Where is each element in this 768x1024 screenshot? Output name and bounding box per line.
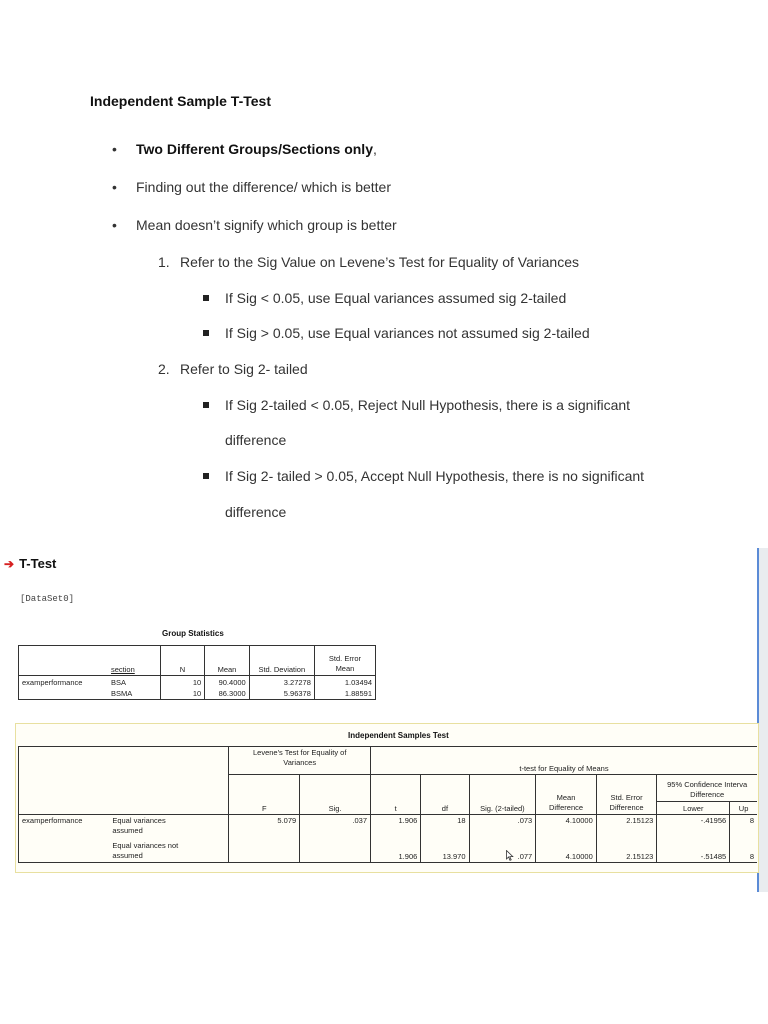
sub-bullet [203, 325, 590, 341]
section-cell: BSMA [108, 688, 160, 700]
sub-bullet [203, 397, 630, 413]
sub-bullet [203, 468, 644, 484]
group-statistics-title: Group Statistics [162, 629, 224, 638]
col-header: df [421, 775, 469, 815]
upper-cell: 8 [730, 815, 757, 839]
col-header: Sig. [300, 775, 371, 815]
step-number: 2. [158, 361, 170, 377]
ttest-header: t-test for Equality of Means [371, 747, 757, 775]
mean-cell: 86.3000 [205, 688, 249, 700]
sub-bullet-text: If Sig < 0.05, use Equal variances assumed sig 2-tailed [225, 290, 567, 306]
row-label: Equal variances not assumed [109, 839, 229, 863]
dataset-label: [DataSet0] [20, 594, 75, 604]
section-cell: BSA [108, 676, 160, 688]
mouse-cursor-icon [506, 850, 514, 861]
variable-cell: examperformance [19, 815, 110, 839]
se-cell: 1.03494 [314, 676, 375, 688]
header-cell: N [160, 646, 204, 676]
output-heading-text: T-Test [19, 556, 57, 571]
se-cell: 1.88591 [314, 688, 375, 700]
lower-cell: -.51485 [657, 839, 730, 863]
df-cell: 18 [421, 815, 469, 839]
sub-bullet-continuation: difference [225, 504, 287, 520]
header-cell: section [108, 646, 160, 676]
independent-samples-title: Independent Samples Test [348, 731, 449, 740]
sub-bullet-text: If Sig > 0.05, use Equal variances not assumed sig 2-tailed [225, 325, 590, 341]
bullet-text: Mean doesn’t signify which group is better [136, 217, 397, 233]
bullet-marker: • [112, 141, 117, 157]
sd-cell: 3.27278 [249, 676, 314, 688]
output-heading [4, 556, 56, 571]
lower-cell: -.41956 [657, 815, 730, 839]
sub-bullet-text: If Sig 2- tailed > 0.05, Accept Null Hypothesis, there is no significant [225, 468, 645, 484]
table-row [19, 815, 758, 839]
bullet-text: Finding out the difference/ which is better [136, 179, 392, 195]
header-cell: Std. Error Mean [314, 646, 375, 676]
mean-diff-cell: 4.10000 [536, 839, 597, 863]
col-header: Std. Error Difference [596, 775, 657, 815]
sig-cell [300, 839, 371, 863]
sd-cell: 5.96378 [249, 688, 314, 700]
document-title: Independent Sample T-Test [90, 93, 271, 109]
f-cell [229, 839, 300, 863]
t-cell: 1.906 [371, 815, 421, 839]
step-text: Refer to the Sig Value on Levene’s Test for Equality of Variances [180, 254, 579, 270]
bullet-marker: • [112, 179, 117, 195]
bullet-text-bold: Two Different Groups/Sections only [136, 141, 373, 157]
sig-cell: .037 [300, 815, 371, 839]
f-cell: 5.079 [229, 815, 300, 839]
upper-cell: 8 [730, 839, 757, 863]
red-arrow-icon: ➔ [4, 557, 15, 571]
col-header: Sig. (2-tailed) [469, 775, 536, 815]
table-row [19, 839, 758, 863]
n-cell: 10 [160, 676, 204, 688]
sub-bullet-continuation: difference [225, 432, 287, 448]
square-bullet-icon [203, 473, 209, 479]
col-header: Mean Difference [536, 775, 597, 815]
sub-bullet-text: If Sig 2-tailed < 0.05, Reject Null Hypothesis, there is a significant [225, 397, 631, 413]
col-header: Up [738, 804, 749, 813]
row-label: Equal variances assumed [109, 815, 229, 839]
bullet-text-rest: , [372, 141, 377, 157]
numbered-step [158, 361, 308, 377]
levene-header: Levene's Test for Equality of Variances [229, 747, 371, 775]
variable-cell: examperformance [19, 676, 109, 688]
ci-header: 95% Confidence Interva Difference [657, 775, 757, 802]
square-bullet-icon [203, 402, 209, 408]
se-diff-cell: 2.15123 [596, 839, 657, 863]
col-header: t [371, 775, 421, 815]
col-header: F [229, 775, 300, 815]
sub-bullet [203, 290, 566, 306]
independent-samples-table [18, 746, 757, 863]
group-statistics-table [18, 645, 376, 700]
col-header: Lower [657, 802, 730, 815]
header-cell: Std. Deviation [249, 646, 314, 676]
bullet-marker: • [112, 217, 117, 233]
sig2-cell: .077 [469, 839, 536, 863]
n-cell: 10 [160, 688, 204, 700]
header-cell: Mean [205, 646, 249, 676]
square-bullet-icon [203, 295, 209, 301]
table-row [19, 676, 376, 688]
t-cell: 1.906 [371, 839, 421, 863]
mean-cell: 90.4000 [205, 676, 249, 688]
numbered-step [158, 254, 579, 270]
se-diff-cell: 2.15123 [596, 815, 657, 839]
sig2-cell: .073 [469, 815, 536, 839]
mean-diff-cell: 4.10000 [536, 815, 597, 839]
table-row [19, 688, 376, 700]
step-text: Refer to Sig 2- tailed [180, 361, 308, 377]
step-number: 1. [158, 254, 170, 270]
square-bullet-icon [203, 330, 209, 336]
df-cell: 13.970 [421, 839, 469, 863]
